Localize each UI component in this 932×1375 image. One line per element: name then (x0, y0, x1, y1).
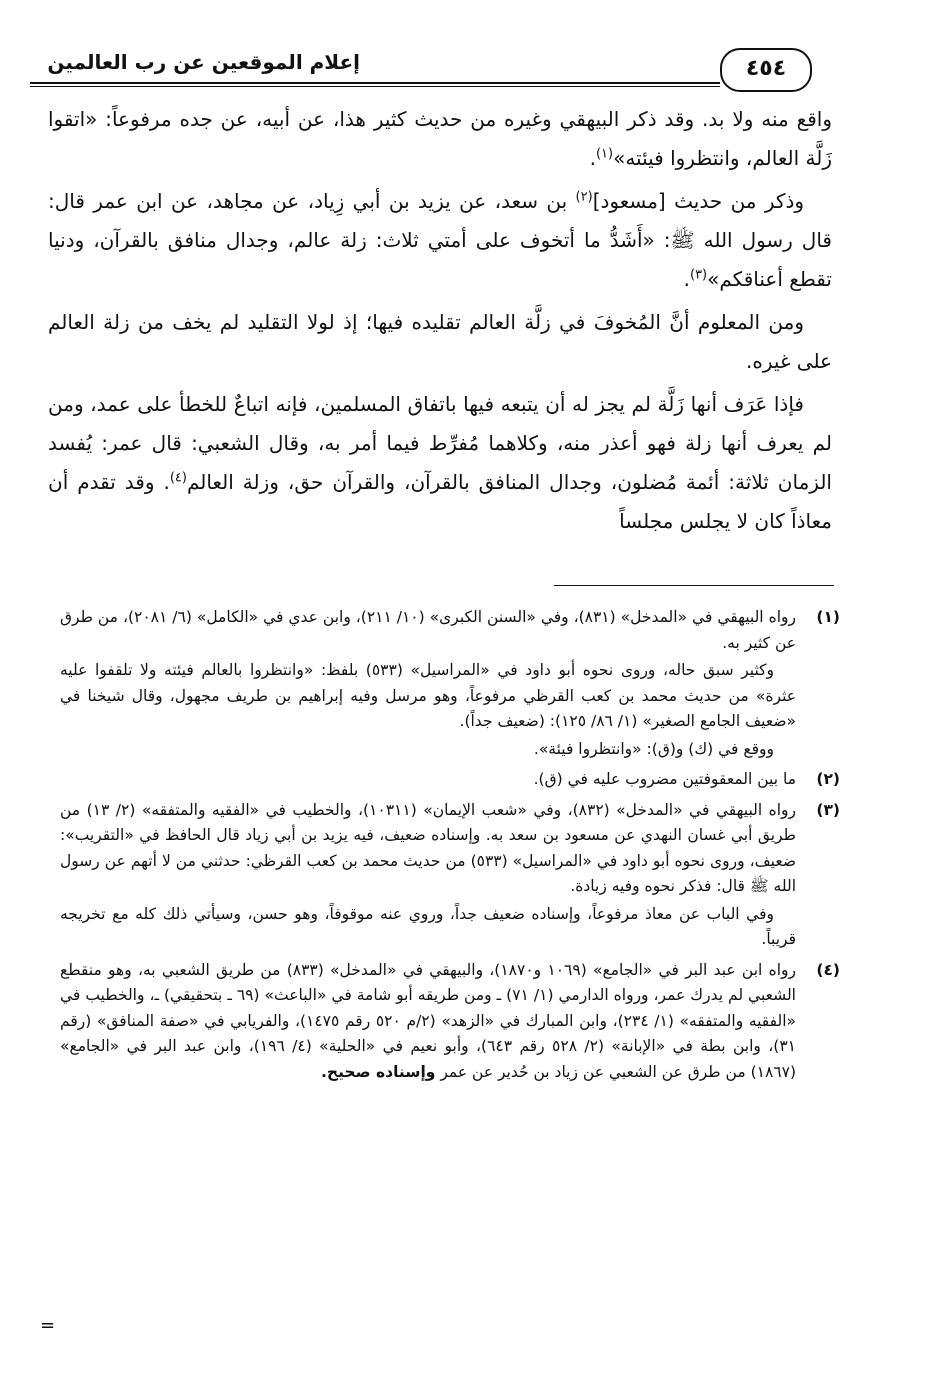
footnote-ref-3: (٣) (689, 267, 708, 283)
footnote-3 (60, 798, 840, 955)
paragraph-1: واقع منه ولا بد. وقد ذكر البيهقي وغيره من حديث كثير هذا، عن أبيه، عن جده مرفوعاً: «اتقوا زَلَّة العالم، وانتظروا فيئته»$^{(١)}$. (48, 107, 832, 170)
footnote-text: ما بين المعقوفتين مضروب عليه في (ق). (533, 770, 796, 788)
footnote-text: رواه ابن عبد البر في «الجامع» (١٠٦٩ و١٨٧٠)، والبيهقي في «المدخل» (٨٣٣) من طريق الشعبي به، وهو منقطع الشعبي لم يدرك عمر، ورواه الدارمي (١/ ٧١) ـ ومن طريقه أبو شامة في «الباعث» (٦٩ ـ بتحقيقي) ـ، والخطيب في «الفقيه والمتفقه» (١/ ٢٣٤)، وابن المبارك في «الزهد» (٢/م ٥٢٠ رقم ١٤٧٥)، والفريابي في «صفة المنافق» (رقم ٣١)، وابن بطة في «الإبانة» (٢/ ٥٢٨ رقم ٦٤٣)، وأبو نعيم في «الحلية» (٤/ ١٩٦)، وابن عبد البر في «الجامع» (١٨٦٧) من طرق عن الشعبي عن زياد بن حُدير عن عمر وإسناده صحيح. (60, 960, 796, 1081)
footnote-1 (60, 605, 840, 764)
grading-bold: وإسناده صحيح. (321, 1062, 436, 1081)
footnote-2 (60, 767, 840, 795)
header-rule (30, 82, 720, 84)
margin-continuation-mark: = (40, 1315, 56, 1336)
footnote-4 (60, 958, 840, 1088)
footnote-number: (٣) (816, 800, 840, 819)
paragraph-4-text-b: . وقد تقدم أن معاذاً كان لا يجلس مجلساً (48, 470, 832, 533)
footnote-separator (554, 585, 834, 586)
page-number-badge: ٤٥٤ (720, 48, 812, 92)
paragraph-2-text-b: بن سعد، عن يزيد بن أبي زِياد، عن مجاهد، عن ابن عمر قال: قال رسول الله ﷺ: «أَشَدُّ ما أتخوف على أمتي ثلاث: زلة عالم، وجدال منافق بالقرآن، ودنيا تقطع أعناقكم» (48, 189, 832, 291)
footnote-ref-2: (٢) (575, 189, 593, 205)
footnote-text: رواه البيهقي في «المدخل» (٨٣١)، وفي «السنن الكبرى» (١٠/ ٢١١)، وابن عدي في «الكامل» (٦/ ٢٠٨١)، من طرق عن كثير به. وكثير سبق حاله، وروى نحوه أبو داود في «المراسيل» (٥٣٣) بلفظ: «وانتظروا بالعالم فيئته ولا تلقفوا عليه عثرة» من حديث محمد بن كعب القرظي مرفوعاً، وهو مرسل وفيه إبراهيم بن طريف مجهول، وقال شيخنا في «ضعيف الجامع الصغير» (١/ ٨٦/ ١٢٥): (ضعيف جداً). ووقع في (ك) و(ق): «وانتظروا فيئة». (60, 608, 796, 758)
footnotes (60, 605, 840, 1090)
paragraph-1-text: واقع منه ولا بد. وقد ذكر البيهقي وغيره من حديث كثير هذا، عن أبيه، عن جده مرفوعاً: «اتقوا زَلَّة العالم، وانتظروا فيئته» (48, 107, 832, 170)
footnote-number: (١) (816, 608, 840, 626)
paragraph-4 (48, 385, 832, 541)
header-rule-thin (30, 86, 720, 87)
paragraph-4-text-a: فإذا عَرَف أنها زَلَّة لم يجز له أن يتبعه فيها باتفاق المسلمين، فإنه اتباعٌ للخطأ على عمد، ومن لم يعرف أنها زلة فهو أعذر منه، وكلاهما مُفرِّط فيما أمر به، وقال الشعبي: قال عمر: يُفسد الزمان ثلاثة: أئمة مُضلون، وجدال المنافق بالقرآن، والقرآن حق، وزلة العالم (48, 392, 832, 494)
paragraph-3: ومن المعلوم أنَّ المُخوفَ في زلَّة العالم تقليده فيها؛ إذ لولا التقليد لم يخف من زلة العالم على غيره. (48, 310, 832, 373)
paragraph-2-text-a: وذكر من حديث [مسعود] (592, 189, 805, 213)
footnote-ref-1: (١) (595, 146, 614, 162)
paragraph-2: وذكر من حديث [مسعود]$^{(٢)}$ بن سعد، عن يزيد بن أبي زِياد، عن مجاهد، عن ابن عمر قال: قال رسول الله ﷺ: «أَشَدُّ ما أتخوف على أمتي ثلاث: زلة عالم، وجدال منافق بالقرآن، ودنيا تقطع أعناقكم»$^{(٣)}$. (48, 189, 832, 291)
footnote-text: رواه البيهقي في «المدخل» (٨٣٢)، وفي «شعب الإيمان» (١٠٣١١)، والخطيب في «الفقيه والمتفقه» (٢/ ١٣) من طريق أبي غسان النهدي عن مسعود بن سعد به. وإسناده ضعيف، فيه يزيد بن أبي زياد قال الحافظ في «التقريب»: ضعيف، وروى نحوه أبو داود في «المراسيل» (٥٣٣) من حديث محمد بن كعب القرظي: حدثني من لا أتهم عن رسول الله ﷺ قال: فذكر نحوه وفيه زيادة. وفي الباب عن معاذ مرفوعاً، وإسناده ضعيف جداً، وروي عنه موقوفاً، وهو حسن، وسيأتي ذلك كله مع تخريجه قريباً. (60, 800, 797, 948)
main-text (48, 100, 832, 545)
footnote-number: (٢) (816, 770, 840, 788)
running-header-title: إعلام الموقعين عن رب العالمين (47, 50, 360, 74)
footnote-ref-4: (٤) (169, 470, 187, 486)
footnote-number: (٤) (816, 960, 840, 979)
